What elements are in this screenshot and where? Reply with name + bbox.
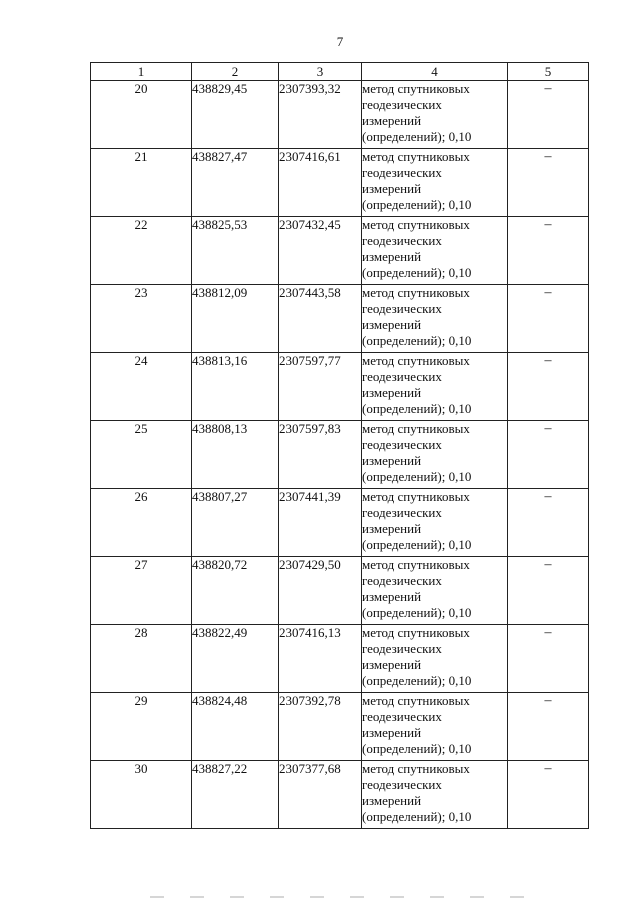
point-number-cell: 24 — [91, 353, 192, 421]
method-text-line: метод спутниковых — [362, 761, 470, 776]
method-text-line: метод спутниковых — [362, 421, 470, 436]
method-text-line: геодезических — [362, 709, 442, 724]
method-text-line: метод спутниковых — [362, 557, 470, 572]
method-text-line: геодезических — [362, 437, 442, 452]
method-text-line: (определений); 0,10 — [362, 265, 472, 280]
y-coordinate-cell: 2307443,58 — [279, 285, 362, 353]
method-text-line: метод спутниковых — [362, 285, 470, 300]
x-coordinate-cell: 438827,22 — [192, 761, 279, 829]
method-text-line: геодезических — [362, 573, 442, 588]
table-row — [91, 557, 589, 625]
method-text-line: геодезических — [362, 641, 442, 656]
method-text-line: измерений — [362, 453, 422, 468]
y-coordinate-cell: 2307429,50 — [279, 557, 362, 625]
method-text-line: (определений); 0,10 — [362, 741, 472, 756]
note-cell: – — [508, 217, 589, 285]
note-cell: – — [508, 557, 589, 625]
method-text-line: метод спутниковых — [362, 693, 470, 708]
method-text-line: метод спутниковых — [362, 353, 470, 368]
method-cell — [362, 217, 508, 285]
method-text-line: (определений); 0,10 — [362, 197, 472, 212]
method-text-line: (определений); 0,10 — [362, 333, 472, 348]
method-text-line: (определений); 0,10 — [362, 469, 472, 484]
point-number-cell: 27 — [91, 557, 192, 625]
method-text-line: измерений — [362, 113, 422, 128]
note-cell: – — [508, 353, 589, 421]
y-coordinate-cell: 2307392,78 — [279, 693, 362, 761]
note-cell: – — [508, 625, 589, 693]
point-number-cell: 25 — [91, 421, 192, 489]
method-text-line: измерений — [362, 317, 422, 332]
x-coordinate-cell: 438808,13 — [192, 421, 279, 489]
method-text-line: измерений — [362, 589, 422, 604]
x-coordinate-cell: 438829,45 — [192, 81, 279, 149]
x-coordinate-cell: 438822,49 — [192, 625, 279, 693]
method-cell — [362, 557, 508, 625]
method-text-line: (определений); 0,10 — [362, 537, 472, 552]
y-coordinate-cell: 2307393,32 — [279, 81, 362, 149]
note-cell: – — [508, 421, 589, 489]
note-cell: – — [508, 149, 589, 217]
note-cell: – — [508, 761, 589, 829]
column-header-method: 4 — [362, 63, 508, 81]
x-coordinate-cell: 438827,47 — [192, 149, 279, 217]
y-coordinate-cell: 2307377,68 — [279, 761, 362, 829]
method-cell — [362, 285, 508, 353]
table-row — [91, 489, 589, 557]
note-cell: – — [508, 693, 589, 761]
method-text-line: измерений — [362, 521, 422, 536]
x-coordinate-cell: 438820,72 — [192, 557, 279, 625]
y-coordinate-cell: 2307597,83 — [279, 421, 362, 489]
method-cell — [362, 149, 508, 217]
table-header-row — [91, 63, 589, 81]
method-text-line: (определений); 0,10 — [362, 605, 472, 620]
method-text-line: измерений — [362, 181, 422, 196]
x-coordinate-cell: 438824,48 — [192, 693, 279, 761]
point-number-cell: 30 — [91, 761, 192, 829]
method-text-line: метод спутниковых — [362, 625, 470, 640]
method-text-line: геодезических — [362, 301, 442, 316]
method-cell — [362, 353, 508, 421]
table-row — [91, 761, 589, 829]
x-coordinate-cell: 438813,16 — [192, 353, 279, 421]
method-text-line: геодезических — [362, 165, 442, 180]
method-text-line: измерений — [362, 725, 422, 740]
column-header-x: 2 — [192, 63, 279, 81]
method-text-line: метод спутниковых — [362, 217, 470, 232]
x-coordinate-cell: 438825,53 — [192, 217, 279, 285]
x-coordinate-cell: 438812,09 — [192, 285, 279, 353]
y-coordinate-cell: 2307597,77 — [279, 353, 362, 421]
y-coordinate-cell: 2307416,13 — [279, 625, 362, 693]
method-cell — [362, 625, 508, 693]
table-row — [91, 81, 589, 149]
point-number-cell: 26 — [91, 489, 192, 557]
method-text-line: геодезических — [362, 97, 442, 112]
method-text-line: метод спутниковых — [362, 149, 470, 164]
table-row — [91, 421, 589, 489]
column-header-y: 3 — [279, 63, 362, 81]
column-header-note: 5 — [508, 63, 589, 81]
table-row — [91, 149, 589, 217]
method-cell — [362, 421, 508, 489]
method-text-line: геодезических — [362, 233, 442, 248]
note-cell: – — [508, 489, 589, 557]
page-number: 7 — [336, 34, 344, 49]
method-text-line: измерений — [362, 793, 422, 808]
method-cell — [362, 81, 508, 149]
method-text-line: (определений); 0,10 — [362, 809, 472, 824]
coordinates-table — [90, 62, 589, 829]
note-cell: – — [508, 285, 589, 353]
point-number-cell: 21 — [91, 149, 192, 217]
table-row — [91, 693, 589, 761]
method-text-line: измерений — [362, 657, 422, 672]
point-number-cell: 29 — [91, 693, 192, 761]
method-cell — [362, 693, 508, 761]
note-cell: – — [508, 81, 589, 149]
column-header-number: 1 — [91, 63, 192, 81]
point-number-cell: 23 — [91, 285, 192, 353]
table-row — [91, 353, 589, 421]
y-coordinate-cell: 2307441,39 — [279, 489, 362, 557]
method-text-line: измерений — [362, 385, 422, 400]
method-text-line: метод спутниковых — [362, 489, 470, 504]
x-coordinate-cell: 438807,27 — [192, 489, 279, 557]
point-number-cell: 22 — [91, 217, 192, 285]
y-coordinate-cell: 2307416,61 — [279, 149, 362, 217]
point-number-cell: 28 — [91, 625, 192, 693]
method-cell — [362, 761, 508, 829]
table-row — [91, 285, 589, 353]
method-cell — [362, 489, 508, 557]
method-text-line: метод спутниковых — [362, 81, 470, 96]
table-body — [91, 81, 589, 829]
method-text-line: геодезических — [362, 505, 442, 520]
method-text-line: измерений — [362, 249, 422, 264]
y-coordinate-cell: 2307432,45 — [279, 217, 362, 285]
scan-artifact — [150, 896, 550, 898]
method-text-line: (определений); 0,10 — [362, 129, 472, 144]
method-text-line: (определений); 0,10 — [362, 673, 472, 688]
table-row — [91, 625, 589, 693]
method-text-line: геодезических — [362, 777, 442, 792]
point-number-cell: 20 — [91, 81, 192, 149]
method-text-line: геодезических — [362, 369, 442, 384]
method-text-line: (определений); 0,10 — [362, 401, 472, 416]
table-row — [91, 217, 589, 285]
